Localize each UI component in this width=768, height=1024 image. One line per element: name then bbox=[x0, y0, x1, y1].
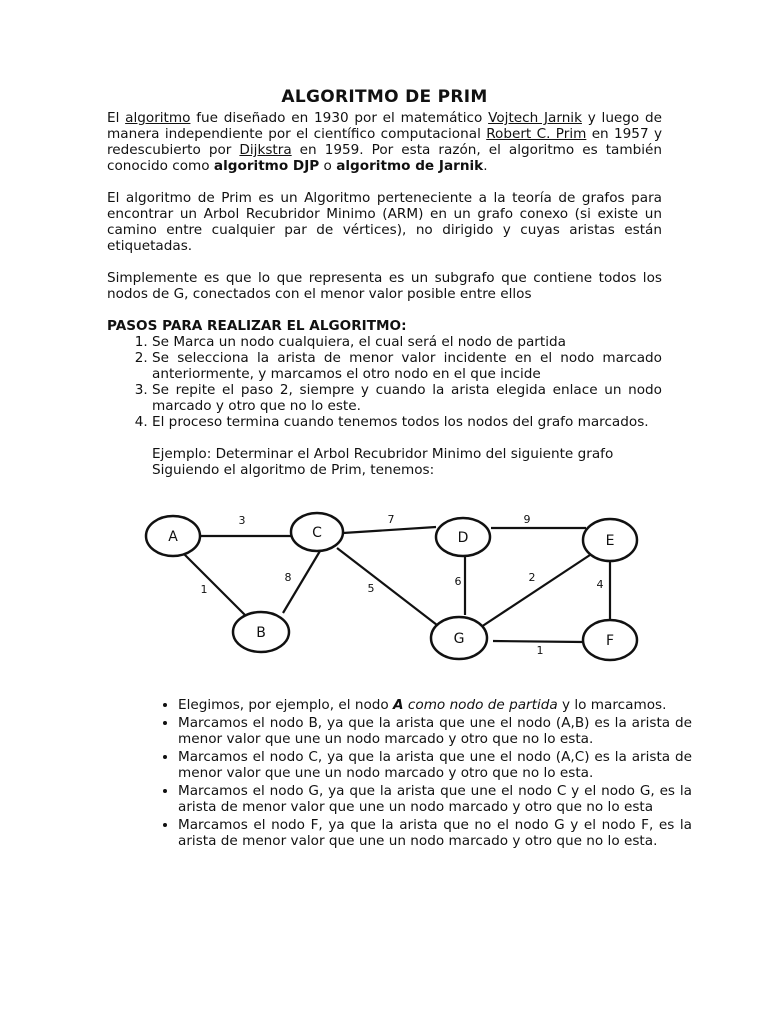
spacer bbox=[107, 254, 662, 270]
intro-text-7: . bbox=[483, 158, 488, 174]
intro-text-6: o bbox=[319, 158, 337, 174]
weight-d-e: 9 bbox=[523, 513, 531, 526]
node-label-c: C bbox=[312, 525, 322, 541]
weight-e-f: 4 bbox=[596, 578, 604, 591]
weight-a-b: 1 bbox=[200, 583, 208, 596]
node-label-g: G bbox=[453, 631, 465, 647]
bullet-text: y lo marcamos. bbox=[557, 697, 667, 713]
step-item: 3. Se repite el paso 2, siempre y cuando la arista elegida enlace un nodo marcado y otro que no lo este. bbox=[152, 382, 662, 414]
steps-list bbox=[107, 334, 662, 430]
bold-algoritmo-djp: algoritmo DJP bbox=[213, 158, 320, 174]
link-algoritmo[interactable]: algoritmo bbox=[125, 110, 191, 126]
node-label-b: B bbox=[256, 625, 266, 641]
document-page bbox=[107, 86, 662, 478]
bullet-item: • Marcamos el nodo G, ya que la arista que une el nodo C y el nodo G, es la arista de menor valor que une un nodo marcado y otro que no lo esta bbox=[178, 783, 692, 815]
bullet-list bbox=[148, 697, 692, 851]
intro-text-5: en 1959. Por esta razón, el algoritmo es también conocido como bbox=[107, 142, 663, 174]
step-item: 2. Se selecciona la arista de menor valor incidente en el nodo marcado anteriormente, y marcamos el otro nodo en el que incide bbox=[152, 350, 662, 382]
bullet-item: • Marcamos el nodo F, ya que la arista que no el nodo G y el nodo F, es la arista de menor valor que une un nodo marcado y otro que no lo esta. bbox=[178, 817, 692, 849]
bullet-bold-node: A bbox=[393, 697, 404, 713]
intro-paragraph bbox=[107, 110, 662, 174]
step-item: 1. Se Marca un nodo cualquiera, el cual será el nodo de partida bbox=[152, 334, 662, 350]
link-dijkstra[interactable]: Dijkstra bbox=[239, 142, 292, 158]
example-intro bbox=[152, 446, 662, 478]
example-line-2: Siguiendo el algoritmo de Prim, tenemos: bbox=[152, 462, 435, 478]
intro-text-4: en 1957 y redescubierto por bbox=[107, 126, 662, 158]
graph-svg bbox=[143, 505, 653, 665]
intro-text-3: y luego de manera independiente por el científico computacional bbox=[107, 110, 662, 142]
link-robert-prim[interactable]: Robert C. Prim bbox=[486, 126, 587, 142]
bullet-item: • Marcamos el nodo B, ya que la arista que une el nodo (A,B) es la arista de menor valor que une un nodo marcado y otro que no lo esta. bbox=[178, 715, 692, 747]
bold-algoritmo-jarnik: algoritmo de Jarnik bbox=[336, 158, 484, 174]
edge-g-f bbox=[493, 641, 583, 642]
edge-a-b bbox=[183, 553, 245, 615]
intro-text-1: El bbox=[107, 110, 126, 126]
bullet-item bbox=[178, 697, 692, 713]
bullet-item: • Marcamos el nodo C, ya que la arista que une el nodo (A,C) es la arista de menor valor que une un nodo marcado y otro que no lo esta. bbox=[178, 749, 692, 781]
step-item: 4. El proceso termina cuando tenemos todos los nodos del grafo marcados. bbox=[152, 414, 662, 430]
node-label-f: F bbox=[605, 633, 615, 649]
link-vojtech-jarnik[interactable]: Vojtech Jarnik bbox=[488, 110, 582, 126]
weight-g-e: 2 bbox=[528, 571, 536, 584]
weight-d-g: 6 bbox=[454, 575, 462, 588]
weight-b-c: 8 bbox=[284, 571, 292, 584]
paragraph-subgraph: Simplemente es que lo que representa es un subgrafo que contiene todos los nodos de G, conectados con el menor valor posible entre ellos bbox=[107, 270, 662, 302]
weight-a-c: 3 bbox=[238, 514, 246, 527]
bullet-italic-text: como nodo de partida bbox=[403, 697, 558, 713]
edge-g-e bbox=[481, 553, 593, 627]
weight-c-g: 5 bbox=[367, 582, 375, 595]
weight-g-f: 1 bbox=[536, 644, 544, 657]
edge-c-d bbox=[343, 527, 436, 533]
node-label-e: E bbox=[605, 533, 615, 549]
paragraph-definition: El algoritmo de Prim es un Algoritmo perteneciente a la teoría de grafos para encontrar un Arbol Recubridor Minimo (ARM) en un grafo conexo (si existe un camino entre cualquier par de vértices), no dirigido y cuyas aristas están etiquetadas. bbox=[107, 190, 662, 254]
spacer bbox=[107, 174, 662, 190]
weight-c-d: 7 bbox=[387, 513, 395, 526]
edge-c-g bbox=[337, 548, 437, 625]
steps-heading: PASOS PARA REALIZAR EL ALGORITMO: bbox=[107, 318, 407, 334]
node-label-d: D bbox=[457, 530, 469, 546]
graph-diagram bbox=[143, 505, 653, 665]
example-line-1: Ejemplo: Determinar el Arbol Recubridor Minimo del siguiente grafo bbox=[152, 446, 614, 462]
intro-text-2: fue diseñado en 1930 por el matemático bbox=[190, 110, 489, 126]
page-title: ALGORITMO DE PRIM bbox=[281, 87, 488, 107]
node-label-a: A bbox=[168, 529, 178, 545]
bullet-text: Elegimos, por ejemplo, el nodo bbox=[178, 697, 394, 713]
